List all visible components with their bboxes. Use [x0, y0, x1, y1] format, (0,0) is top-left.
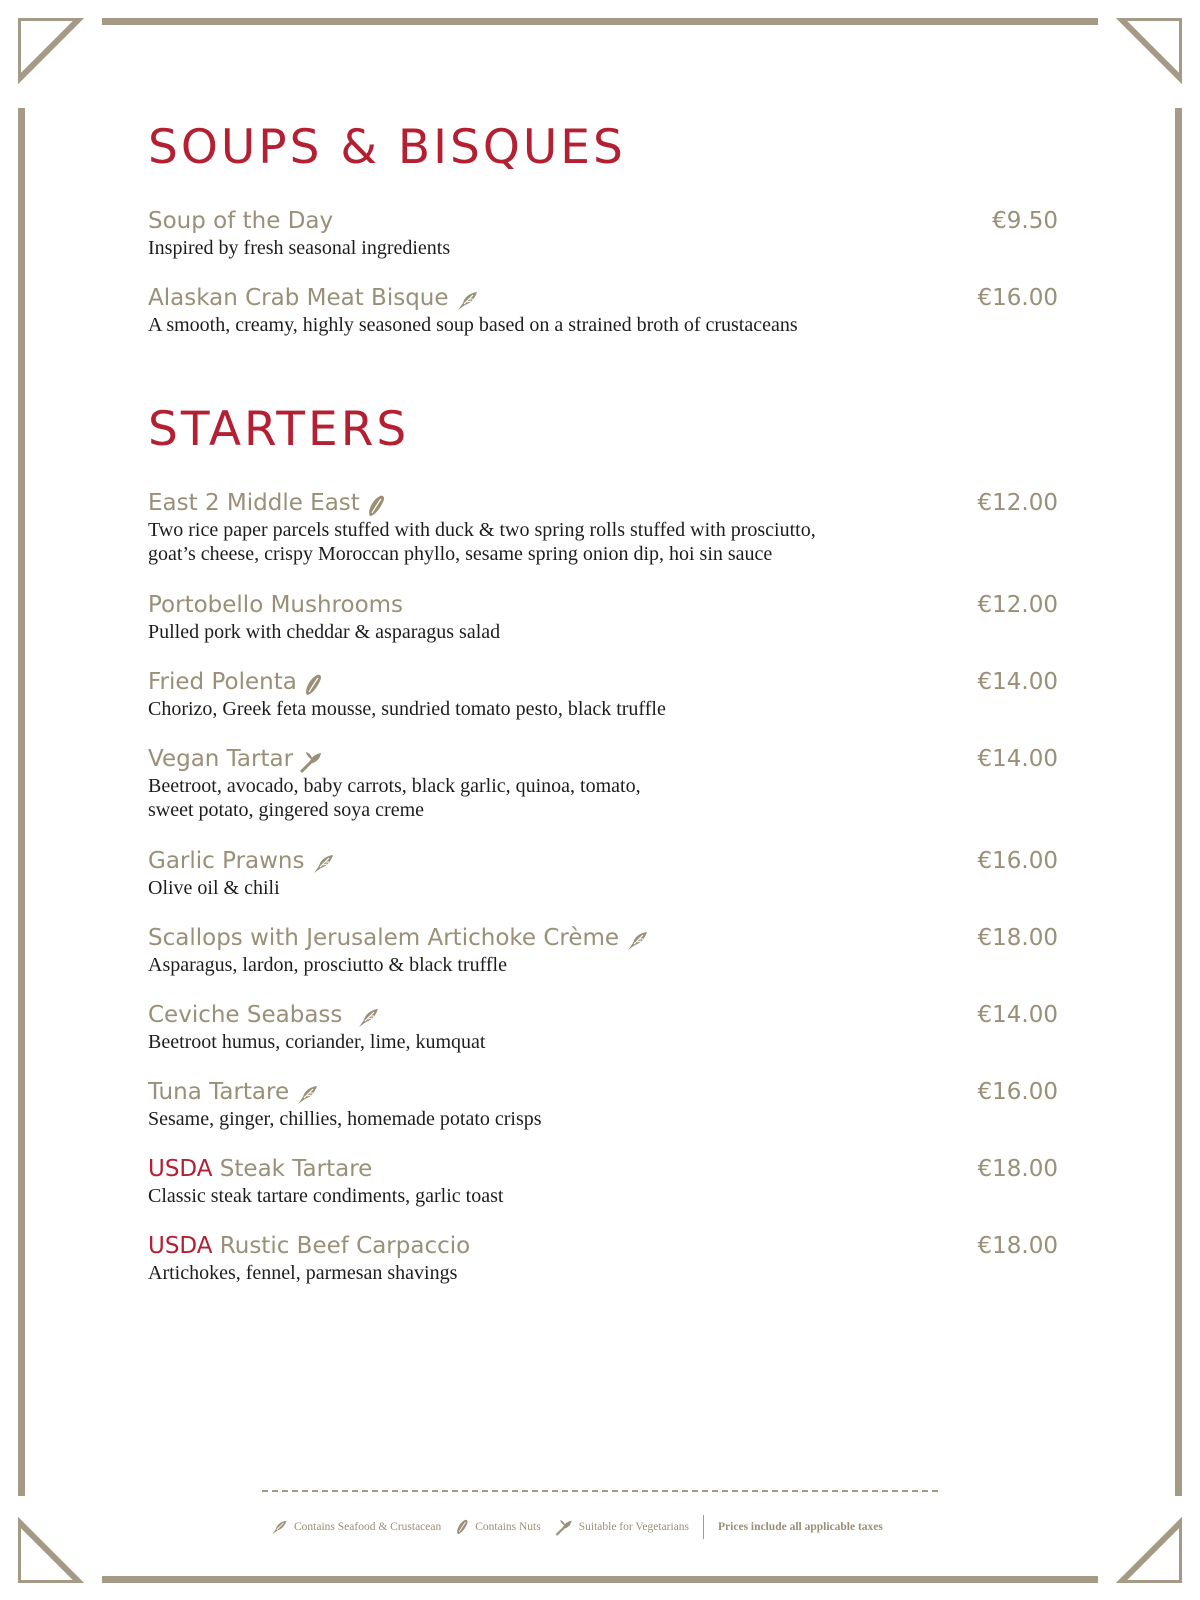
- item-price: €18.00: [977, 1233, 1058, 1259]
- frame-left: [18, 108, 25, 1496]
- menu-item: [148, 846, 1058, 900]
- legend-seafood-text: Contains Seafood & Crustacean: [294, 1521, 442, 1533]
- corner-top-left: [18, 18, 84, 84]
- item-price: €12.00: [977, 490, 1058, 516]
- section-title-starters: STARTERS: [148, 402, 410, 457]
- item-name: [148, 1233, 470, 1259]
- nut-icon: [303, 673, 323, 697]
- item-price: €18.00: [977, 925, 1058, 951]
- item-name: Vegan Tartar: [148, 746, 294, 772]
- menu-item: [148, 283, 1058, 337]
- menu-item: [148, 667, 1058, 721]
- item-price: €12.00: [977, 592, 1058, 618]
- menu-item: [148, 1231, 1058, 1285]
- nut-icon: [366, 494, 386, 518]
- legend-nuts: [455, 1518, 541, 1536]
- item-name: Scallops with Jerusalem Artichoke Crème: [148, 925, 620, 951]
- item-description: Sesame, ginger, chillies, homemade potato crisps: [148, 1108, 542, 1130]
- item-name-text: Rustic Beef Carpaccio: [219, 1233, 471, 1259]
- item-description: Artichokes, fennel, parmesan shavings: [148, 1262, 458, 1284]
- vegetarian-icon: [555, 1519, 573, 1536]
- item-price: €14.00: [977, 746, 1058, 772]
- menu-item: [148, 1077, 1058, 1131]
- item-price: €18.00: [977, 1156, 1058, 1182]
- nut-icon: [455, 1518, 469, 1536]
- corner-bottom-left: [18, 1517, 84, 1583]
- item-name: Alaskan Crab Meat Bisque: [148, 285, 449, 311]
- item-description: Asparagus, lardon, prosciutto & black truffle: [148, 954, 507, 976]
- seafood-icon: [270, 1519, 288, 1536]
- item-description-line-2: sweet potato, gingered soya creme: [148, 799, 425, 821]
- footer-divider: [262, 1490, 938, 1492]
- item-price: €16.00: [977, 848, 1058, 874]
- item-price: €14.00: [977, 1002, 1058, 1028]
- legend: [270, 1514, 950, 1540]
- legend-taxes: Prices include all applicable taxes: [718, 1521, 883, 1533]
- seafood-icon: [356, 1007, 380, 1029]
- section-title-soups: SOUPS & BISQUES: [148, 120, 626, 175]
- item-name: [148, 1156, 372, 1182]
- item-description: Beetroot humus, coriander, lime, kumquat: [148, 1031, 486, 1053]
- legend-vegetarian-text: Suitable for Vegetarians: [578, 1521, 690, 1533]
- item-description: Chorizo, Greek feta mousse, sundried tomato pesto, black truffle: [148, 698, 666, 720]
- menu-item: [148, 1000, 1058, 1054]
- legend-separator: [703, 1515, 704, 1539]
- menu-item: [148, 744, 1058, 822]
- item-description: Beetroot, avocado, baby carrots, black garlic, quinoa, tomato,: [148, 775, 641, 797]
- item-name: Portobello Mushrooms: [148, 592, 404, 618]
- item-description: Pulled pork with cheddar & asparagus salad: [148, 621, 501, 643]
- corner-top-right: [1116, 18, 1182, 84]
- legend-vegetarian: [555, 1519, 689, 1536]
- usda-label: USDA: [148, 1156, 213, 1182]
- seafood-icon: [295, 1084, 319, 1106]
- frame-top: [102, 18, 1098, 25]
- seafood-icon: [625, 930, 649, 952]
- legend-seafood: [270, 1519, 441, 1536]
- usda-label: USDA: [148, 1233, 213, 1259]
- item-name: Tuna Tartare: [148, 1079, 290, 1105]
- item-description: Classic steak tartare condiments, garlic toast: [148, 1185, 504, 1207]
- menu-item: [148, 590, 1058, 644]
- menu-item: [148, 488, 1058, 566]
- item-price: €9.50: [992, 208, 1058, 234]
- frame-right: [1175, 108, 1182, 1496]
- item-name: Soup of the Day: [148, 208, 334, 234]
- item-price: €16.00: [977, 1079, 1058, 1105]
- item-description: Inspired by fresh seasonal ingredients: [148, 237, 451, 259]
- item-price: €16.00: [977, 285, 1058, 311]
- item-name: Fried Polenta: [148, 669, 297, 695]
- item-name: Garlic Prawns: [148, 848, 305, 874]
- item-description: A smooth, creamy, highly seasoned soup based on a strained broth of crustaceans: [148, 314, 798, 336]
- corner-bottom-right: [1116, 1517, 1182, 1583]
- item-name-text: Steak Tartare: [219, 1156, 373, 1182]
- item-description: Olive oil & chili: [148, 877, 280, 899]
- item-name: Ceviche Seabass: [148, 1002, 343, 1028]
- menu-item: [148, 1154, 1058, 1208]
- frame-bottom: [102, 1576, 1098, 1583]
- item-name: East 2 Middle East: [148, 490, 360, 516]
- vegetarian-icon: [299, 751, 323, 773]
- item-description: Two rice paper parcels stuffed with duck & two spring rolls stuffed with prosciutto,: [148, 519, 816, 541]
- item-description-line-2: goat’s cheese, crispy Moroccan phyllo, sesame spring onion dip, hoi sin sauce: [148, 543, 773, 565]
- menu-item: [148, 923, 1058, 977]
- legend-nuts-text: Contains Nuts: [475, 1521, 541, 1533]
- item-price: €14.00: [977, 669, 1058, 695]
- seafood-icon: [311, 853, 335, 875]
- menu-item: [148, 206, 1058, 260]
- seafood-icon: [455, 290, 479, 312]
